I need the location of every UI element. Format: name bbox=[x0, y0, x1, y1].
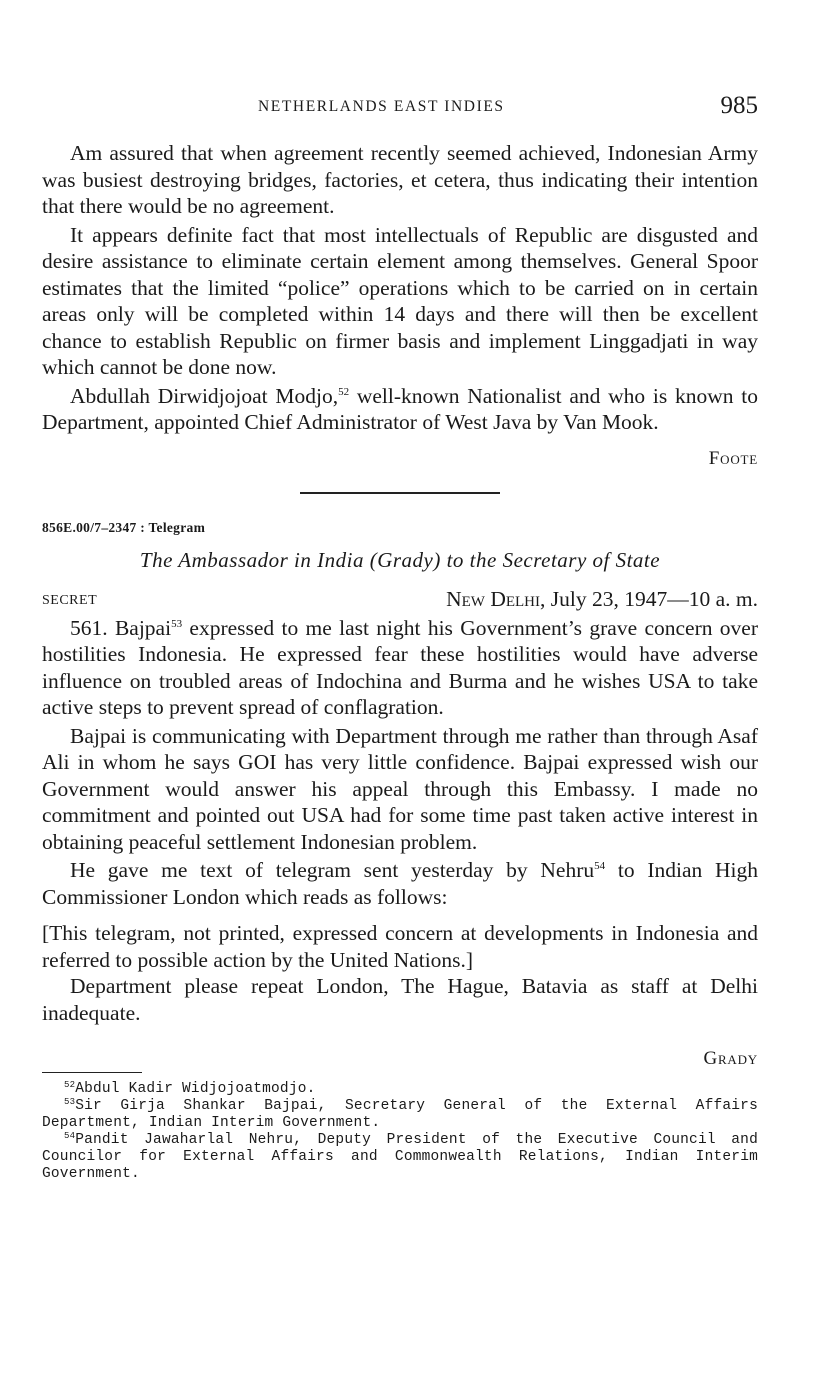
editorial-note: [This telegram, not printed, expressed concern at developments in Indonesia and referred to possible action by the United Nations.] bbox=[42, 921, 758, 972]
place-date bbox=[446, 587, 758, 612]
paragraph-text: expressed to me last night his Government’s grave concern over hostilities Indonesia. He expressed fear these hostilities would have adverse influence on troubled areas of Indochina and Burma and he wishes USA to take active steps to prevent spread of conflagration. bbox=[42, 615, 759, 719]
document-page bbox=[42, 0, 758, 1380]
footnote-number: 53 bbox=[64, 1097, 76, 1107]
signature-grady: Grady bbox=[703, 1048, 758, 1069]
page-number: 985 bbox=[720, 92, 758, 119]
footnote-number: 54 bbox=[64, 1131, 76, 1141]
file-reference: 856E.00/7–2347 : Telegram bbox=[42, 519, 206, 535]
footnote-divider bbox=[42, 1072, 142, 1073]
paragraph: Bajpai is communicating with Department through me rather than through Asaf Ali in whom he says GOI has very little confidence. Bajpai expressed wish our Government would answer his appeal through this Embassy. I made no commitment and pointed out USA had for some time past taken active interest in obtaining peaceful settlement Indonesian problem. bbox=[42, 723, 758, 854]
paragraph: Am assured that when agreement recently seemed achieved, Indonesian Army was busiest destroying bridges, factories, et cetera, thus indicating their intention that there would be no agreement. bbox=[42, 141, 758, 218]
footnote-text: Pandit Jawaharlal Nehru, Deputy President of the Executive Council and Councilor for External Affairs and Commonwealth Relations, Indian Interim Government. bbox=[42, 1132, 758, 1182]
footnote-text: Sir Girja Shankar Bajpai, Secretary General of the External Affairs Department, Indian Interim Government. bbox=[42, 1098, 758, 1131]
document-title: The Ambassador in India (Grady) to the Secretary of State bbox=[139, 547, 661, 572]
footnote-number: 52 bbox=[64, 1080, 76, 1090]
footnote-53 bbox=[42, 1098, 758, 1132]
paragraph-text: Abdullah Dirwidjojoat Modjo, bbox=[70, 383, 339, 408]
page-body bbox=[42, 140, 758, 1183]
paragraph-text: 561. Bajpai bbox=[70, 615, 172, 640]
classification: SECRET bbox=[42, 592, 98, 608]
footnote-52 bbox=[42, 1081, 758, 1098]
paragraph bbox=[42, 857, 758, 910]
paragraph-text: to Indian High Commissioner London which reads as follows: bbox=[42, 858, 758, 909]
paragraph bbox=[42, 615, 758, 721]
dateline bbox=[42, 587, 758, 615]
paragraph: It appears definite fact that most intellectuals of Republic are disgusted and desire assistance to eliminate certain element among themselves. General Spoor estimates that the limited “police” operations which to be carried on in certain areas only will be completed within 14 days and there will then be excellent chance to establish Republic on firmer basis and implement Linggadjati in way which cannot be done now. bbox=[42, 222, 758, 379]
footnote-ref-52[interactable]: 52 bbox=[338, 385, 350, 398]
place: New Delhi, bbox=[446, 586, 546, 611]
footnotes bbox=[42, 1081, 758, 1183]
signature-foote: Foote bbox=[708, 447, 758, 469]
paragraph bbox=[42, 383, 758, 436]
footnote-ref-54[interactable]: 54 bbox=[594, 860, 606, 872]
footnote-text: Abdul Kadir Widjojoatmodjo. bbox=[75, 1081, 316, 1097]
paragraph: Department please repeat London, The Hague, Batavia as staff at Delhi inadequate. bbox=[42, 974, 758, 1025]
page-header bbox=[42, 92, 758, 126]
footnote-54 bbox=[42, 1132, 758, 1183]
footnote-ref-53[interactable]: 53 bbox=[171, 617, 183, 630]
paragraph-text: well-known Nationalist and who is known to Department, appointed Chief Administrator of West Java by Van Mook. bbox=[42, 383, 758, 434]
date: July 23, 1947—10 a. m. bbox=[545, 586, 758, 611]
running-head: NETHERLANDS EAST INDIES bbox=[258, 98, 505, 115]
section-divider bbox=[300, 492, 500, 494]
paragraph-text: He gave me text of telegram sent yesterday by Nehru bbox=[70, 858, 595, 882]
